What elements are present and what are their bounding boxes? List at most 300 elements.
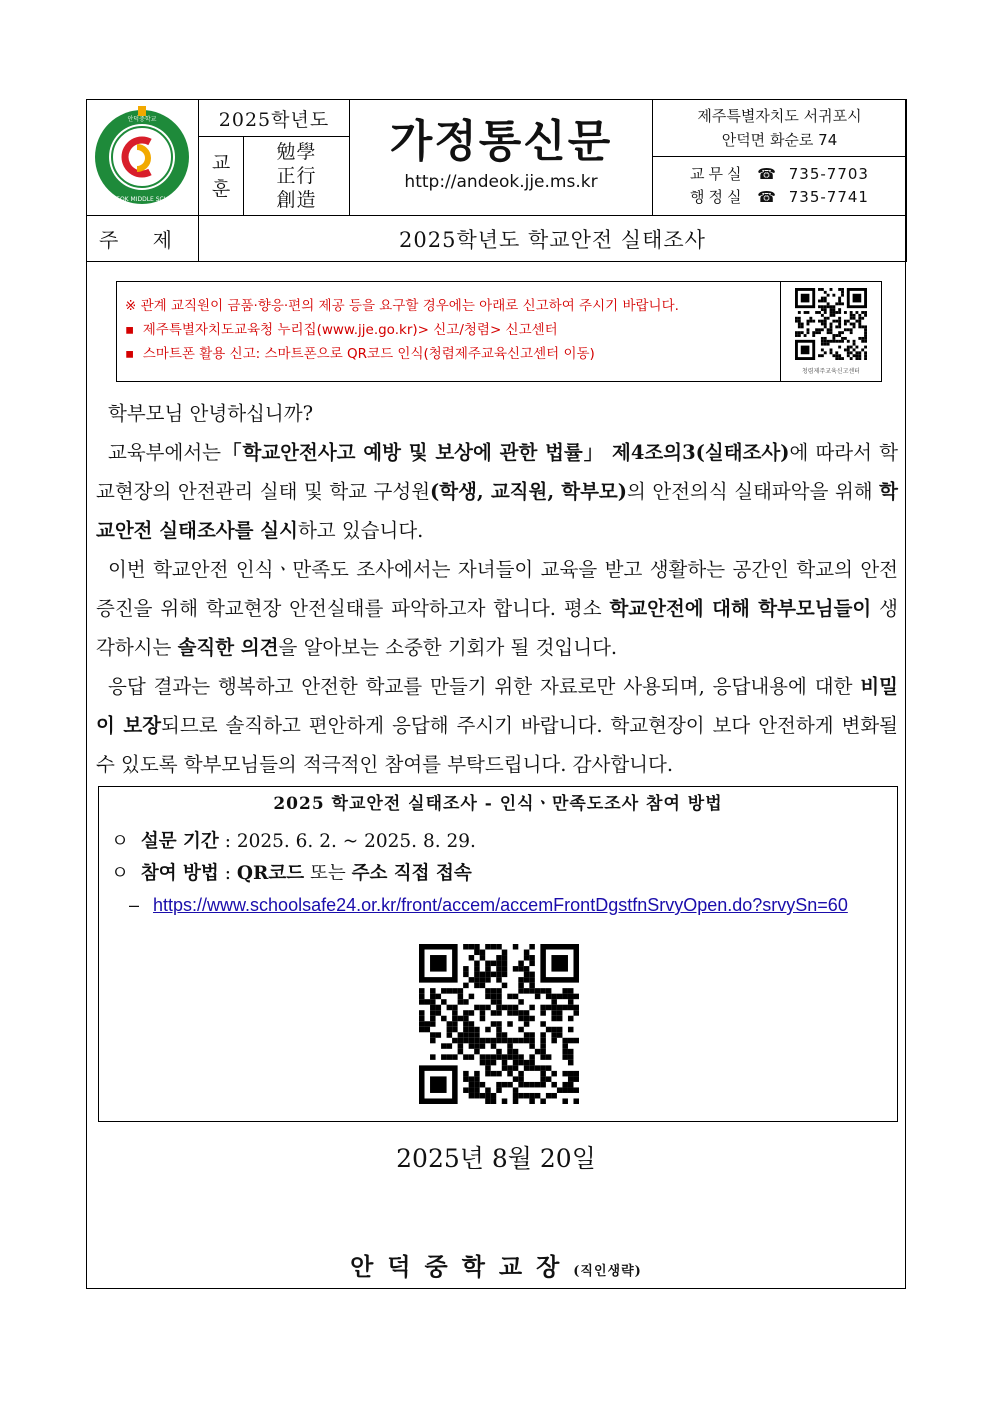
qr-module (463, 972, 469, 978)
qr-module (551, 1082, 557, 1088)
qr-module (502, 961, 508, 967)
qr-module (855, 351, 858, 354)
qr-module (524, 988, 530, 994)
qr-module (502, 983, 508, 989)
qr-module (513, 1005, 519, 1011)
qr-module (507, 1054, 513, 1060)
qr-module (430, 988, 436, 994)
qr-module (436, 1010, 442, 1016)
qr-module (491, 1093, 497, 1099)
qr-module (568, 1071, 574, 1077)
qr-module (546, 1065, 552, 1071)
qr-module (425, 1021, 431, 1027)
qr-module (540, 1054, 546, 1060)
qr-module (546, 1005, 552, 1011)
qr-module (546, 1093, 552, 1099)
qr-module (562, 1071, 568, 1077)
qr-module (463, 1038, 469, 1044)
qr-module (830, 340, 833, 343)
qr-module (838, 325, 841, 328)
qr-module (513, 1065, 519, 1071)
qr-module (838, 302, 841, 305)
survey-box (98, 786, 898, 1122)
qr-module (524, 977, 530, 983)
qr-module (502, 955, 508, 961)
qr-module (480, 1054, 486, 1060)
school-phones (652, 156, 907, 216)
qr-module (546, 988, 552, 994)
qr-module (850, 346, 853, 349)
qr-module (436, 1032, 442, 1038)
principal-signature (0, 1247, 992, 1282)
qr-module (557, 1005, 563, 1011)
p3-b: 비밀이 보장 (96, 675, 899, 737)
qr-module (463, 944, 469, 950)
qr-module (815, 331, 818, 334)
phone-office-number: 735-7703 (788, 165, 869, 183)
qr-module (551, 999, 557, 1005)
qr-module (474, 1043, 480, 1049)
qr-module (485, 1065, 491, 1071)
qr-module (844, 348, 847, 351)
qr-module (551, 1071, 557, 1077)
qr-module (568, 1087, 574, 1093)
qr-module (469, 944, 475, 950)
qr-module (469, 1032, 475, 1038)
qr-module (491, 1043, 497, 1049)
qr-module (480, 1038, 486, 1044)
p1-a: 교육부에서는 (108, 441, 222, 464)
qr-module (469, 977, 475, 983)
qr-module (827, 305, 830, 308)
qr-module (798, 323, 801, 326)
qr-module (430, 1032, 436, 1038)
logo-top-text: 안덕중학교 (127, 116, 157, 123)
qr-module (812, 320, 815, 323)
p1-survey: 학교안전 실태조사를 실시 (96, 480, 898, 542)
qr-module (469, 1093, 475, 1099)
qr-module (551, 1093, 557, 1099)
qr-module (801, 331, 804, 334)
qr-module (824, 325, 827, 328)
qr-module (838, 297, 841, 300)
qr-module (447, 1027, 453, 1033)
qr-module (480, 1060, 486, 1066)
qr-module (798, 311, 801, 314)
qr-module (864, 334, 867, 337)
qr-module (518, 988, 524, 994)
qr-module (502, 1038, 508, 1044)
qr-module (540, 1076, 546, 1082)
qr-module (853, 348, 856, 351)
qr-module (847, 340, 850, 343)
qr-module (474, 983, 480, 989)
qr-module (502, 972, 508, 978)
qr-module (458, 1016, 464, 1022)
qr-module (452, 1027, 458, 1033)
qr-module (469, 1076, 475, 1082)
qr-module (529, 988, 535, 994)
qr-module (513, 1093, 519, 1099)
qr-module (452, 988, 458, 994)
bullet-icon: ㅇ (111, 863, 129, 884)
qr-module (485, 1093, 491, 1099)
qr-module (573, 994, 579, 1000)
qr-module (855, 320, 858, 323)
qr-module (496, 972, 502, 978)
qr-module (809, 320, 812, 323)
qr-module (573, 1071, 579, 1077)
qr-module (469, 1027, 475, 1033)
qr-module (502, 1032, 508, 1038)
qr-module (474, 1087, 480, 1093)
qr-module (513, 966, 519, 972)
qr-module (518, 1093, 524, 1099)
p1-d: 하고 있습니다. (297, 519, 424, 542)
notice-line-2-text: 제주특별자치도교육청 누리집(www.jje.go.kr)> 신고/청렴> 신고센터 (142, 322, 558, 338)
qr-module (485, 961, 491, 967)
qr-module (830, 331, 833, 334)
qr-module (458, 1049, 464, 1055)
report-qr-box[interactable] (780, 282, 881, 381)
qr-module (447, 1054, 453, 1060)
qr-module (513, 1010, 519, 1016)
qr-module (441, 1016, 447, 1022)
qr-module (458, 988, 464, 994)
qr-module (824, 343, 827, 346)
qr-module (507, 1071, 513, 1077)
qr-module (485, 977, 491, 983)
qr-module (824, 311, 827, 314)
motto-2: 正行 (276, 165, 317, 187)
qr-module (529, 1065, 535, 1071)
qr-module (864, 325, 867, 328)
qr-module (496, 988, 502, 994)
qr-module (858, 351, 861, 354)
qr-module (830, 323, 833, 326)
notice-line-1: ※ 관계 교직원이 금품·향응·편의 제공 등을 요구할 경우에는 아래로 신고하여 주시기 바랍니다. (125, 298, 679, 314)
subject-title: 2025학년도 학교안전 실태조사 (198, 215, 907, 262)
qr-module (502, 1060, 508, 1066)
qr-module (491, 961, 497, 967)
qr-module (419, 1010, 425, 1016)
qr-module (832, 320, 835, 323)
qr-module (513, 1049, 519, 1055)
qr-module (458, 1032, 464, 1038)
qr-module (568, 1076, 574, 1082)
qr-module (491, 994, 497, 1000)
qr-module (562, 1038, 568, 1044)
qr-module (824, 340, 827, 343)
qr-module (535, 988, 541, 994)
qr-module (838, 308, 841, 311)
qr-module (864, 340, 867, 343)
qr-module (832, 294, 835, 297)
qr-module (419, 988, 425, 994)
qr-module (838, 288, 841, 291)
qr-module (507, 1005, 513, 1011)
qr-module (853, 325, 856, 328)
qr-module (518, 983, 524, 989)
qr-module (546, 994, 552, 1000)
period-value: : 2025. 6. 2. ~ 2025. 8. 29. (224, 831, 476, 852)
qr-module (524, 1032, 530, 1038)
qr-module (480, 972, 486, 978)
qr-module (821, 343, 824, 346)
qr-module (832, 311, 835, 314)
qr-module (485, 1098, 491, 1104)
qr-module (573, 1098, 579, 1104)
qr-module (430, 1016, 436, 1022)
method-or: 또는 (309, 863, 346, 884)
logo-ring-text: ANDEOK MIDDLE SCHOOL (102, 196, 182, 203)
qr-module (524, 1093, 530, 1099)
qr-module (809, 317, 812, 320)
qr-module (838, 320, 841, 323)
qr-module (835, 320, 838, 323)
qr-module (853, 340, 856, 343)
qr-module (801, 325, 804, 328)
qr-module (452, 1021, 458, 1027)
qr-module (827, 331, 830, 334)
qr-module (568, 988, 574, 994)
qr-module (818, 354, 821, 357)
qr-module (853, 343, 856, 346)
qr-module (463, 1032, 469, 1038)
method-direct: 주소 직접 접속 (351, 863, 472, 884)
qr-module (830, 308, 833, 311)
qr-module (529, 1032, 535, 1038)
qr-module (452, 1054, 458, 1060)
qr-module (496, 1071, 502, 1077)
qr-module (818, 300, 821, 303)
subject-label: 주 제 (86, 215, 199, 262)
qr-module (864, 351, 867, 354)
qr-module (419, 999, 425, 1005)
qr-module (864, 328, 867, 331)
qr-module (821, 314, 824, 317)
qr-module (540, 1082, 546, 1088)
qr-module (480, 1010, 486, 1016)
qr-module (518, 1076, 524, 1082)
school-url[interactable]: http://andeok.jje.ms.kr (404, 172, 598, 192)
notice-line-3-text: 스마트폰 활용 신고: 스마트폰으로 QR코드 인식(청렴제주교육신고센터 이동) (142, 346, 595, 362)
qr-module (795, 331, 798, 334)
p2-c: 생각하시는 (96, 597, 899, 659)
qr-module (573, 1076, 579, 1082)
qr-module (480, 955, 486, 961)
signer: 안덕중학교장 (350, 1252, 574, 1281)
qr-module (551, 1016, 557, 1022)
qr-module (562, 1098, 568, 1104)
qr-module (419, 1016, 425, 1022)
phone-admin (690, 186, 869, 209)
qr-module (507, 1082, 513, 1088)
qr-module (847, 351, 850, 354)
qr-module (546, 1027, 552, 1033)
survey-link[interactable]: https://www.schoolsafe24.or.kr/front/accem/accemFrontDgstfnSrvyOpen.do?srvySn=60 (153, 895, 848, 915)
qr-module (835, 311, 838, 314)
qr-module (568, 1038, 574, 1044)
qr-module (452, 1010, 458, 1016)
qr-finder (801, 294, 810, 303)
qr-module (830, 288, 833, 291)
qr-module (535, 1065, 541, 1071)
qr-module (480, 1016, 486, 1022)
qr-module (824, 308, 827, 311)
qr-module (485, 944, 491, 950)
qr-module (841, 340, 844, 343)
greeting: 학부모님 안녕하십니까? (108, 402, 314, 425)
qr-module (821, 305, 824, 308)
qr-module (855, 346, 858, 349)
qr-module (801, 323, 804, 326)
qr-module (524, 950, 530, 956)
qr-module (480, 950, 486, 956)
qr-module (850, 351, 853, 354)
qr-module (436, 1005, 442, 1011)
qr-module (824, 300, 827, 303)
survey-qr-code-icon[interactable] (419, 944, 579, 1104)
qr-module (518, 966, 524, 972)
qr-module (847, 354, 850, 357)
qr-module (474, 1071, 480, 1077)
notice-line-3 (125, 342, 785, 366)
qr-module (835, 302, 838, 305)
phone-office-label: 교무실 (690, 165, 746, 183)
qr-module (491, 1054, 497, 1060)
p2-b: 학교안전에 대해 학부모님들이 (609, 597, 872, 620)
qr-module (463, 1054, 469, 1060)
qr-module (496, 944, 502, 950)
qr-module (507, 1038, 513, 1044)
qr-module (821, 320, 824, 323)
qr-module (573, 1010, 579, 1016)
qr-module (832, 340, 835, 343)
qr-module (496, 1049, 502, 1055)
qr-module (485, 1038, 491, 1044)
qr-module (824, 317, 827, 320)
p1-law: 「학교안전사고 예방 및 보상에 관한 법률」 제4조의3(실태조사) (221, 441, 790, 464)
qr-module (844, 337, 847, 340)
qr-module (447, 988, 453, 994)
qr-module (838, 357, 841, 360)
qr-module (529, 955, 535, 961)
qr-module (847, 320, 850, 323)
qr-module (844, 323, 847, 326)
qr-module (507, 1021, 513, 1027)
qr-module (861, 337, 864, 340)
qr-module (430, 1010, 436, 1016)
qr-module (853, 354, 856, 357)
qr-module (485, 972, 491, 978)
bullet-icon: ▪ (125, 346, 135, 362)
qr-module (821, 297, 824, 300)
qr-module (562, 988, 568, 994)
qr-module (518, 1038, 524, 1044)
qr-module (535, 1049, 541, 1055)
qr-module (540, 1005, 546, 1011)
qr-module (568, 1060, 574, 1066)
qr-module (562, 1082, 568, 1088)
qr-module (540, 1038, 546, 1044)
qr-module (491, 1071, 497, 1077)
qr-module (474, 1032, 480, 1038)
qr-code-icon[interactable] (795, 288, 867, 360)
qr-module (535, 994, 541, 1000)
qr-module (496, 1038, 502, 1044)
qr-module (798, 320, 801, 323)
qr-module (858, 357, 861, 360)
qr-module (529, 1093, 535, 1099)
qr-module (540, 1021, 546, 1027)
qr-module (540, 1065, 546, 1071)
qr-module (496, 961, 502, 967)
qr-module (847, 346, 850, 349)
qr-module (502, 1065, 508, 1071)
qr-module (469, 1021, 475, 1027)
qr-module (518, 1071, 524, 1077)
qr-module (458, 994, 464, 1000)
qr-module (824, 297, 827, 300)
qr-module (818, 331, 821, 334)
phone-icon: ☎ (757, 165, 777, 183)
p2-a: 이번 학교안전 인식ㆍ만족도 조사에서는 자녀들이 교육을 받고 생활하는 공간인 학교의 안전증진을 위해 학교현장 안전실태를 파악하고자 합니다. 평소 (96, 558, 898, 620)
qr-module (841, 288, 844, 291)
period-label: 설문 기간 (140, 831, 219, 852)
qr-module (430, 999, 436, 1005)
qr-module (529, 1005, 535, 1011)
qr-module (469, 994, 475, 1000)
qr-module (832, 334, 835, 337)
qr-module (807, 331, 810, 334)
school-logo (92, 104, 192, 210)
qr-module (850, 323, 853, 326)
qr-module (513, 1098, 519, 1104)
qr-module (835, 340, 838, 343)
qr-module (818, 320, 821, 323)
qr-module (502, 1082, 508, 1088)
qr-module (795, 317, 798, 320)
paragraph-2 (96, 550, 898, 667)
qr-module (832, 337, 835, 340)
qr-module (832, 305, 835, 308)
qr-module (864, 331, 867, 334)
qr-module (524, 1082, 530, 1088)
qr-module (830, 348, 833, 351)
qr-module (447, 1043, 453, 1049)
qr-module (485, 1005, 491, 1011)
qr-module (832, 354, 835, 357)
qr-module (485, 1054, 491, 1060)
p1-b: 에 따라서 학교현장의 안전관리 실태 및 학교 구성원 (96, 441, 898, 503)
qr-module (821, 328, 824, 331)
qr-module (858, 354, 861, 357)
qr-module (807, 323, 810, 326)
qr-module (844, 328, 847, 331)
qr-module (452, 1005, 458, 1011)
qr-module (485, 988, 491, 994)
method-qr: QR코드 (236, 863, 305, 884)
p3-c: 되므로 솔직하고 편안하게 응답해 주시기 바랍니다. 학교현장이 보다 안전하게 변화될 수 있도록 학부모님들의 적극적인 참여를 부탁드립니다. 감사합니다. (96, 714, 898, 776)
qr-module (441, 999, 447, 1005)
qr-module (496, 1027, 502, 1033)
qr-module (518, 1082, 524, 1088)
qr-module (861, 325, 864, 328)
qr-module (518, 1010, 524, 1016)
qr-module (540, 1049, 546, 1055)
dash: – (129, 895, 140, 915)
